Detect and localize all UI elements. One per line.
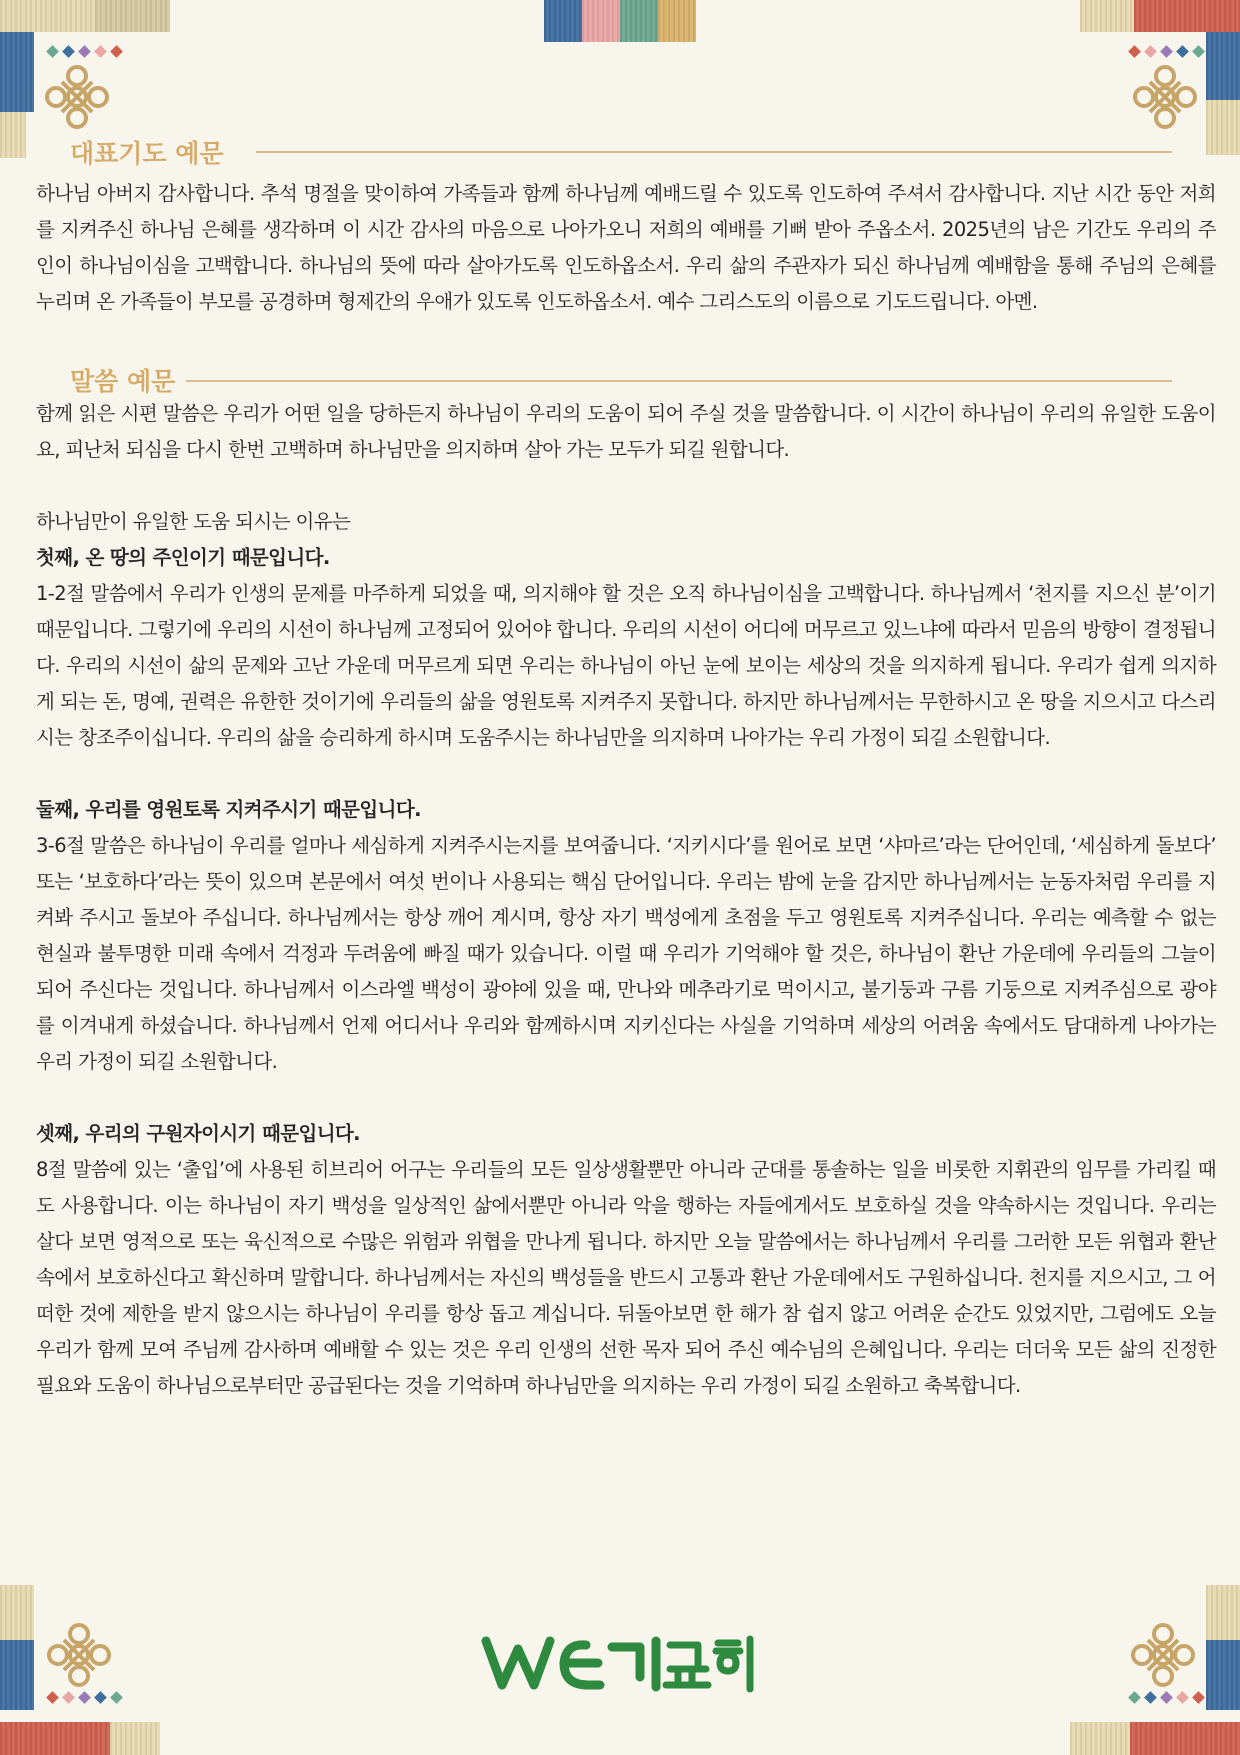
- point-title-3: 셋째, 우리의 구원자이시기 때문입니다.: [36, 1122, 360, 1145]
- ornament-icon: [42, 62, 112, 132]
- prayer-text-block: [36, 176, 1216, 320]
- point-title-2: 둘째, 우리를 영원토록 지켜주시기 때문입니다.: [36, 798, 421, 821]
- church-logo: [480, 1633, 760, 1693]
- prayer-heading: 대표기도 예문: [70, 139, 224, 168]
- prayer-heading-divider: [256, 151, 1172, 153]
- point-text-3: 8절 말씀에 있는 ‘출입’에 사용된 히브리어 어구는 우리들의 모든 일상생활뿐만 아니라 군대를 통솔하는 일을 비롯한 지휘관의 임무를 가리킬 때도 사용합니다. 이는 하나님이 자기 백성을 일상적인 삶에서뿐만 아니라 악을 행하는 자들에게서도 보호하실 것을 약속하시는 것입니다. 우리는 살다 보면 영적으로 또는 육신적으로 수많은 위험과 위협을 만나게 됩니다. 하지만 오늘 말씀에서는 하나님께서 우리를 그러한 모든 위협과 환난 속에서 보호하신다고 확신하며 말합니다. 하나님께서는 자신의 백성들을 반드시 고통과 환난 가운데에서도 구원하십니다. 천지를 지으시고, 그 어떠한 것에 제한을 받지 않으시는 하나님이 우리를 항상 돕고 계십니다. 뒤돌아보면 한 해가 참 쉽지 않고 어려운 순간도 있었지만, 그럼에도 오늘 우리가 함께 모여 주님께 감사하며 예배할 수 있는 것은 우리 인생의 선한 목자 되어 주신 예수님의 은혜입니다. 우리는 더더욱 모든 삶의 진정한 필요와 도움이 하나님으로부터만 공급된다는 것을 기억하며 하나님만을 의지하는 우리 가정이 되길 소원하고 축복합니다.: [36, 1158, 1216, 1397]
- point-text-2: 3-6절 말씀은 하나님이 우리를 얼마나 세심하게 지켜주시는지를 보여줍니다. ‘지키시다’를 원어로 보면 ‘샤마르’라는 단어인데, ‘세심하게 돌보다’ 또는 ‘보호하다’라는 뜻이 있으며 본문에서 여섯 번이나 사용되는 핵심 단어입니다. 우리는 밤에 눈을 감지만 하나님께서는 눈동자처럼 우리를 지켜봐 주시고 돌보아 주십니다. 하나님께서는 항상 깨어 계시며, 항상 자기 백성에게 초점을 두고 영원토록 지켜주십니다. 우리는 예측할 수 없는 현실과 불투명한 미래 속에서 걱정과 두려움에 빠질 때가 있습니다. 이럴 때 우리가 기억해야 할 것은, 하나님이 환난 가운데에 우리들의 그늘이 되어 주신다는 것입니다. 하나님께서 이스라엘 백성이 광야에 있을 때, 만나와 메추라기로 먹이시고, 불기둥과 구름 기둥으로 지켜주심으로 광야를 이겨내게 하셨습니다. 하나님께서 언제 어디서나 우리와 함께하시며 지키신다는 사실을 기억하며 세상의 어려움 속에서도 담대하게 나아가는 우리 가정이 되길 소원합니다.: [36, 834, 1216, 1073]
- top-color-strip: [544, 0, 696, 42]
- point-text-1: 1-2절 말씀에서 우리가 인생의 문제를 마주하게 되었을 때, 의지해야 할 것은 오직 하나님이심을 고백합니다. 하나님께서 ‘천지를 지으신 분’이기 때문입니다. 그렇기에 우리의 시선이 하나님께 고정되어 있어야 합니다. 우리의 시선이 어디에 머무르고 있느냐에 따라서 믿음의 방향이 결정됩니다. 우리의 시선이 삶의 문제와 고난 가운데 머무르게 되면 우리는 하나님이 아닌 눈에 보이는 세상의 것을 의지하게 됩니다. 우리가 쉽게 의지하게 되는 돈, 명예, 권력은 유한한 것이기에 우리들의 삶을 영원토록 지켜주지 못합니다. 하지만 하나님께서는 무한하시고 온 땅을 지으시고 다스리시는 창조주이십니다. 우리의 삶을 승리하게 하시며 도움주시는 하나님만을 의지하며 나아가는 우리 가정이 되길 소원합니다.: [36, 582, 1216, 749]
- sermon-reason-intro: 하나님만이 유일한 도움 되시는 이유는: [36, 510, 351, 533]
- ornament-icon: [1130, 62, 1200, 132]
- sermon-heading-divider: [186, 380, 1172, 382]
- ornament-icon: [1128, 1620, 1198, 1690]
- sermon-heading: 말씀 예문: [70, 367, 176, 396]
- ornament-icon: [44, 1620, 114, 1690]
- prayer-paragraph: 하나님 아버지 감사합니다. 추석 명절을 맞이하여 가족들과 함께 하나님께 예배드릴 수 있도록 인도하여 주셔서 감사합니다. 지난 시간 동안 저희를 지켜주신 하나님 은혜를 생각하며 이 시간 감사의 마음으로 나아가오니 저희의 예배를 기뻐 받아 주옵소서. 2025년의 남은 기간도 우리의 주인이 하나님이심을 고백합니다. 하나님의 뜻에 따라 살아가도록 인도하옵소서. 우리 삶의 주관자가 되신 하나님께 예배함을 통해 주님의 은혜를 누리며 온 가족들이 부모를 공경하며 형제간의 우애가 있도록 인도하옵소서. 예수 그리스도의 이름으로 기도드립니다. 아멘.: [36, 182, 1216, 313]
- sermon-intro: 함께 읽은 시편 말씀은 우리가 어떤 일을 당하든지 하나님이 우리의 도움이 되어 주실 것을 말씀합니다. 이 시간이 하나님이 우리의 유일한 도움이요, 피난처 되심을 다시 한번 고백하며 하나님만을 의지하며 살아 가는 모두가 되길 원합니다.: [36, 402, 1216, 461]
- point-title-1: 첫째, 온 땅의 주인이기 때문입니다.: [36, 546, 330, 569]
- sermon-text-block: [36, 396, 1216, 1404]
